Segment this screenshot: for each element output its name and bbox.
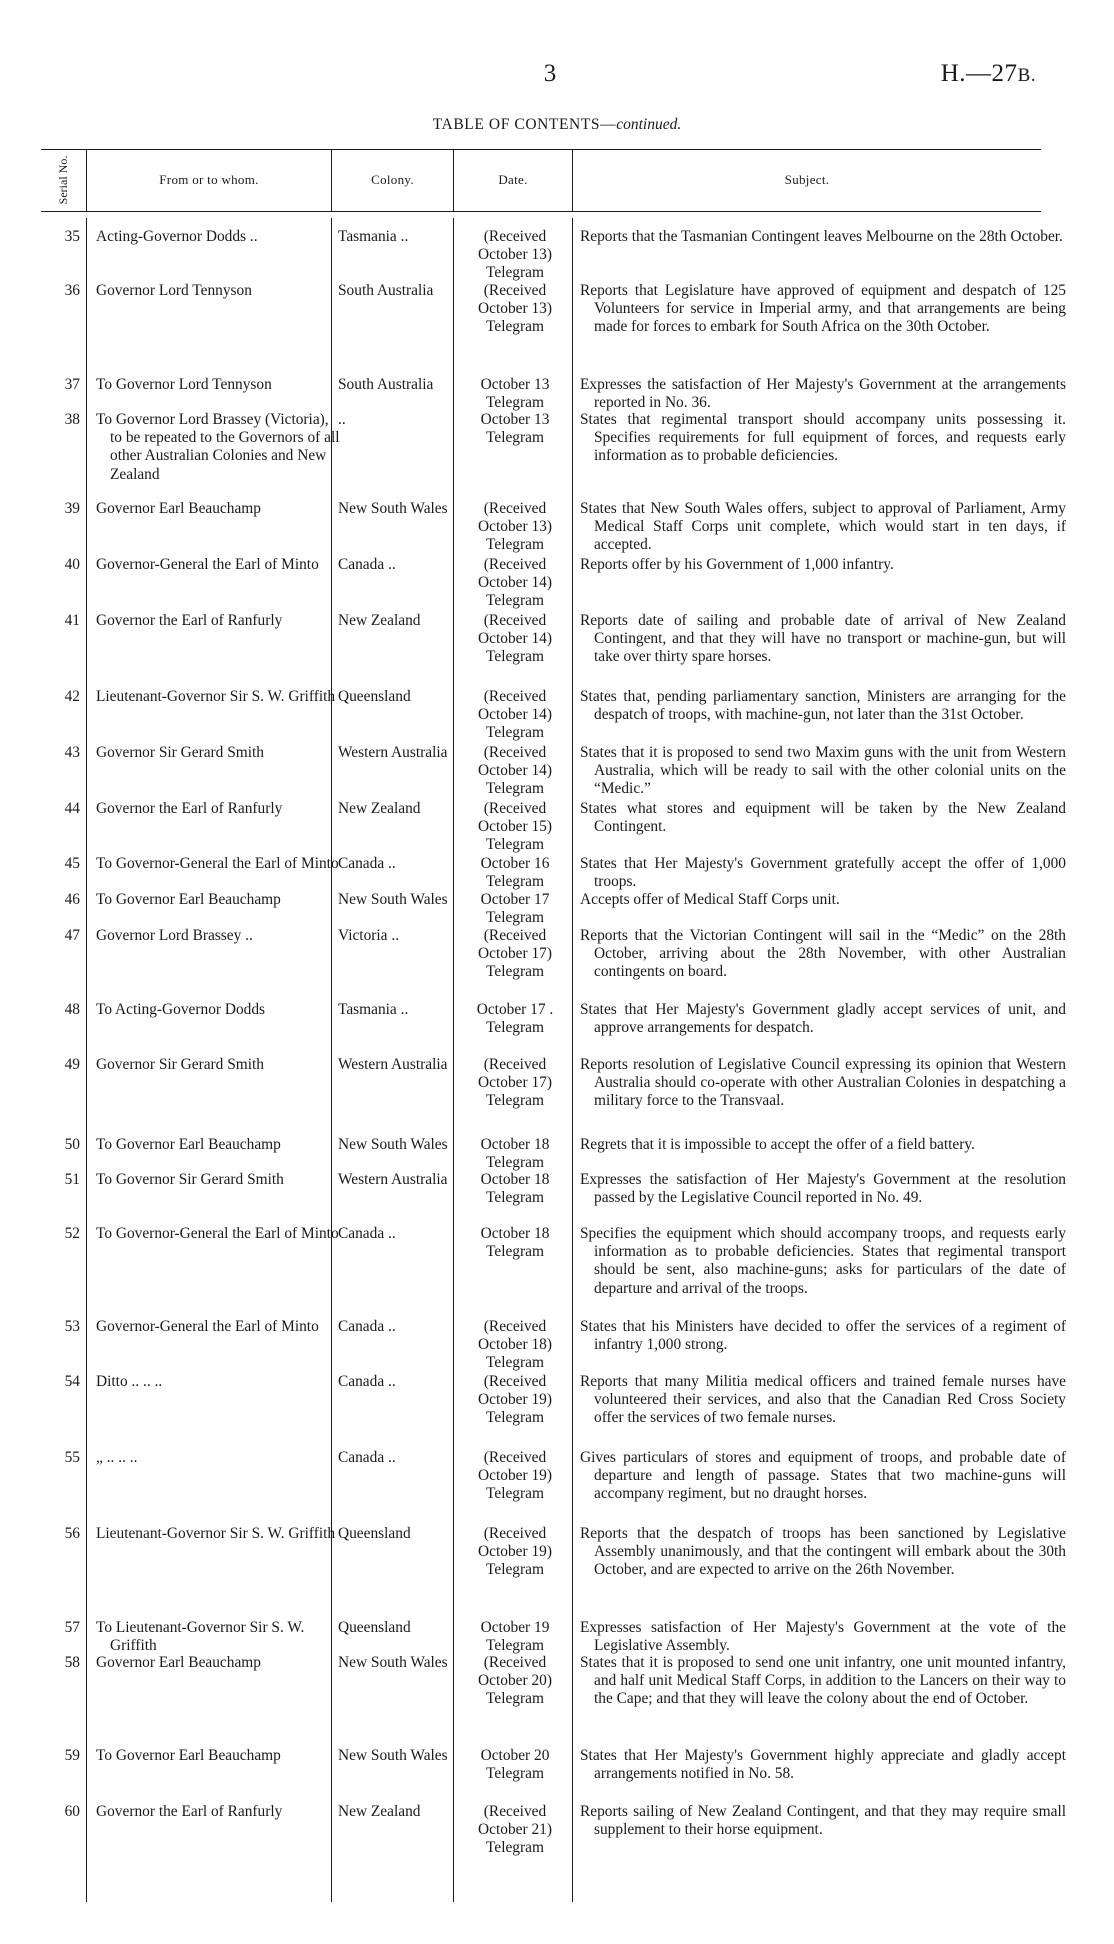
from-cell: To Lieutenant-Governor Sir S. W. Griffith — [96, 1619, 305, 1655]
colony-cell: New South Wales — [338, 891, 448, 908]
date-cell: October 19 Telegram — [480, 1619, 550, 1655]
date-cell: October 18 Telegram — [480, 1136, 550, 1172]
date-cell: October 17 . Telegram — [476, 1001, 554, 1037]
from-cell: To Governor-General the Earl of Minto — [96, 1225, 339, 1242]
from-cell: To Governor Sir Gerard Smith — [96, 1171, 284, 1188]
column-header-serial: Serial No. — [56, 155, 70, 205]
serial-cell: 54 — [64, 1373, 80, 1390]
date-cell: (Received October 18) Telegram — [478, 1318, 552, 1372]
subject-cell: States that his Ministers have decided to offer the services of a regiment of infantry 1,000 strong. — [580, 1318, 1066, 1354]
from-cell: Governor Sir Gerard Smith — [96, 1056, 264, 1073]
colony-cell: New South Wales — [338, 1136, 448, 1153]
date-cell: October 13 Telegram — [480, 376, 550, 412]
colony-cell: Tasmania .. — [338, 1001, 409, 1018]
date-cell: October 20 Telegram — [480, 1747, 550, 1783]
document-reference-main: H.—27 — [940, 60, 1018, 87]
subject-cell: States that it is proposed to send one unit infantry, one unit mounted infantry, and half unit Medical Staff Corps, in addition to the Lancers on their way to the Cape; and that they will leave the colony about the end of October. — [580, 1654, 1066, 1708]
from-cell: To Governor Earl Beauchamp — [96, 1747, 281, 1764]
date-cell: (Received October 21) Telegram — [478, 1803, 552, 1857]
date-cell: (Received October 14) Telegram — [478, 612, 552, 666]
colony-cell: Canada .. — [338, 855, 396, 872]
date-cell: October 18 Telegram — [480, 1225, 550, 1261]
serial-cell: 47 — [64, 927, 80, 944]
date-cell: (Received October 13) Telegram — [478, 282, 552, 336]
colony-cell: Western Australia — [338, 1171, 448, 1188]
from-cell: To Governor Earl Beauchamp — [96, 1136, 281, 1153]
date-cell: (Received October 14) Telegram — [478, 556, 552, 610]
serial-cell: 37 — [64, 376, 80, 393]
date-cell: October 13 Telegram — [480, 411, 550, 447]
from-cell: Governor-General the Earl of Minto — [96, 556, 319, 573]
colony-cell: South Australia — [338, 282, 434, 299]
serial-cell: 56 — [64, 1525, 80, 1542]
subject-cell: Reports resolution of Legislative Council expressing its opinion that Western Australia should co-operate with other Australian Colonies in despatching a military force to the Transvaal. — [580, 1056, 1066, 1110]
column-header-date: Date. — [498, 172, 528, 187]
page-number: 3 — [543, 60, 557, 87]
serial-cell: 45 — [64, 855, 80, 872]
colony-cell: Western Australia — [338, 744, 448, 761]
from-cell: Governor the Earl of Ranfurly — [96, 800, 283, 817]
serial-cell: 44 — [64, 800, 80, 817]
date-cell: (Received October 14) Telegram — [478, 688, 552, 742]
subject-cell: Reports that Legislature have approved of equipment and despatch of 125 Volunteers for service in Imperial army, and that arrangements are being made for forces to embark for South Africa on the 30th October. — [580, 282, 1066, 336]
colony-cell: Victoria .. — [338, 927, 400, 944]
date-cell: (Received October 20) Telegram — [478, 1654, 552, 1708]
column-header-subject: Subject. — [784, 172, 830, 187]
serial-cell: 49 — [64, 1056, 80, 1073]
date-cell: October 16 Telegram — [480, 855, 550, 891]
from-cell: „ .. .. .. — [96, 1449, 138, 1466]
subject-cell: States that, pending parliamentary sanction, Ministers are arranging for the despatch of troops, with machine-gun, not later than the 31st October. — [580, 688, 1066, 724]
subject-cell: States that regimental transport should accompany units possessing it. Specifies requirements for full equipment of forces, and requests early information as to probable deficiencies. — [580, 411, 1066, 465]
colony-cell: Tasmania .. — [338, 228, 409, 245]
date-cell: (Received October 17) Telegram — [478, 1056, 552, 1110]
subject-cell: States that New South Wales offers, subject to approval of Parliament, Army Medical Staff Corps unit complete, which would start in ten days, if accepted. — [580, 500, 1066, 554]
subject-cell: States that Her Majesty's Government highly appreciate and gladly accept arrangements notified in No. 58. — [580, 1747, 1066, 1783]
column-header-colony: Colony. — [371, 172, 414, 187]
colony-cell: New Zealand — [338, 612, 421, 629]
subject-cell: Reports date of sailing and probable date of arrival of New Zealand Contingent, and that they will have no transport or machine-gun, but will take over thirty spare horses. — [580, 612, 1066, 666]
subject-cell: Regrets that it is impossible to accept the offer of a field battery. — [580, 1136, 975, 1153]
subject-cell: Reports offer by his Government of 1,000 infantry. — [580, 556, 894, 573]
from-cell: To Governor Earl Beauchamp — [96, 891, 281, 908]
from-cell: Governor-General the Earl of Minto — [96, 1318, 319, 1335]
serial-cell: 48 — [64, 1001, 80, 1018]
colony-cell: New South Wales — [338, 1747, 448, 1764]
subject-cell: States that it is proposed to send two Maxim guns with the unit from Western Australia, which will be ready to sail with the other colonial units on the “Medic.” — [580, 744, 1066, 798]
date-cell: (Received October 19) Telegram — [478, 1449, 552, 1503]
from-cell: Lieutenant-Governor Sir S. W. Griffith — [96, 1525, 336, 1542]
serial-cell: 51 — [64, 1171, 80, 1188]
serial-cell: 36 — [64, 282, 80, 299]
subject-cell: Specifies the equipment which should accompany troops, and requests early information as to probable deficiencies. States that regimental transport should be sent, also machine-guns; asks for particulars of the date of departure and arrival of the troops. — [580, 1225, 1066, 1297]
from-cell: Acting-Governor Dodds .. — [96, 228, 258, 245]
subject-cell: Expresses satisfaction of Her Majesty's Government at the vote of the Legislative Assembly. — [580, 1619, 1066, 1655]
date-cell: (Received October 15) Telegram — [478, 800, 552, 854]
table-title-italic: continued. — [616, 116, 682, 133]
serial-cell: 59 — [64, 1747, 80, 1764]
colony-cell: Queensland — [338, 1525, 411, 1542]
from-cell: Governor Earl Beauchamp — [96, 500, 261, 517]
serial-cell: 38 — [64, 411, 80, 428]
subject-cell: Accepts offer of Medical Staff Corps unit. — [580, 891, 840, 908]
date-cell: (Received October 17) Telegram — [478, 927, 552, 981]
date-cell: (Received October 13) Telegram — [478, 500, 552, 554]
date-cell: (Received October 19) Telegram — [478, 1373, 552, 1427]
column-header-from: From or to whom. — [159, 172, 259, 187]
colony-cell: Western Australia — [338, 1056, 448, 1073]
date-cell: October 17 Telegram — [480, 891, 550, 927]
document-reference-suffix: B. — [1017, 65, 1036, 86]
subject-cell: Reports that many Militia medical officers and trained female nurses have volunteered their services, and also that the Canadian Red Cross Society offer the services of two female nurses. — [580, 1373, 1066, 1427]
serial-cell: 42 — [64, 688, 80, 705]
from-cell: Ditto .. .. .. — [96, 1373, 163, 1390]
colony-cell: South Australia — [338, 376, 434, 393]
date-cell: (Received October 19) Telegram — [478, 1525, 552, 1579]
date-cell: (Received October 13) Telegram — [478, 228, 552, 282]
from-cell: Governor Lord Brassey .. — [96, 927, 253, 944]
from-cell: To Governor Lord Tennyson — [96, 376, 272, 393]
serial-cell: 40 — [64, 556, 80, 573]
colony-cell: New Zealand — [338, 1803, 421, 1820]
from-cell: Governor Earl Beauchamp — [96, 1654, 261, 1671]
subject-cell: Gives particulars of stores and equipment of troops, and probable date of departure and length of passage. States that two machine-guns will accompany regiment, but no draught horses. — [580, 1449, 1066, 1503]
serial-cell: 41 — [64, 612, 80, 629]
date-cell: (Received October 14) Telegram — [478, 744, 552, 798]
colony-cell: .. — [338, 411, 346, 428]
serial-cell: 58 — [64, 1654, 80, 1671]
colony-cell: Canada .. — [338, 1225, 396, 1242]
subject-cell: States that Her Majesty's Government gratefully accept the offer of 1,000 troops. — [580, 855, 1066, 891]
from-cell: To Governor Lord Brassey (Victoria), to be repeated to the Governors of all other Australian Colonies and New Zealand — [96, 411, 340, 483]
serial-cell: 39 — [64, 500, 80, 517]
serial-cell: 43 — [64, 744, 80, 761]
date-cell: October 18 Telegram — [480, 1171, 550, 1207]
subject-cell: Reports that the Victorian Contingent will sail in the “Medic” on the 28th October, arriving about the 28th November, with other Australian contingents on board. — [580, 927, 1066, 981]
colony-cell: New Zealand — [338, 800, 421, 817]
subject-cell: States what stores and equipment will be taken by the New Zealand Contingent. — [580, 800, 1066, 836]
colony-cell: Queensland — [338, 688, 411, 705]
colony-cell: Canada .. — [338, 1449, 396, 1466]
colony-cell: Canada .. — [338, 1373, 396, 1390]
serial-cell: 57 — [64, 1619, 80, 1636]
serial-cell: 53 — [64, 1318, 80, 1335]
subject-cell: Expresses the satisfaction of Her Majesty's Government at the arrangements reported in No. 36. — [580, 376, 1066, 412]
from-cell: Governor Sir Gerard Smith — [96, 744, 264, 761]
subject-cell: States that Her Majesty's Government gladly accept services of unit, and approve arrangements for despatch. — [580, 1001, 1066, 1037]
serial-cell: 50 — [64, 1136, 80, 1153]
colony-cell: Canada .. — [338, 556, 396, 573]
subject-cell: Reports that the despatch of troops has been sanctioned by Legislative Assembly unanimously, and that the contingent will embark about the 30th October, and are expected to arrive on the 26th November. — [580, 1525, 1066, 1579]
serial-cell: 35 — [64, 228, 80, 245]
colony-cell: Canada .. — [338, 1318, 396, 1335]
colony-cell: New South Wales — [338, 500, 448, 517]
from-cell: To Acting-Governor Dodds — [96, 1001, 266, 1018]
colony-cell: New South Wales — [338, 1654, 448, 1671]
from-cell: Governor Lord Tennyson — [96, 282, 252, 299]
serial-cell: 46 — [64, 891, 80, 908]
subject-cell: Reports sailing of New Zealand Contingent, and that they may require small supplement to their horse equipment. — [580, 1803, 1066, 1839]
from-cell: To Governor-General the Earl of Minto — [96, 855, 339, 872]
serial-cell: 52 — [64, 1225, 80, 1242]
serial-cell: 60 — [64, 1803, 80, 1820]
serial-cell: 55 — [64, 1449, 80, 1466]
from-cell: Governor the Earl of Ranfurly — [96, 1803, 283, 1820]
subject-cell: Expresses the satisfaction of Her Majesty's Government at the resolution passed by the Legislative Council reported in No. 49. — [580, 1171, 1066, 1207]
colony-cell: Queensland — [338, 1619, 411, 1636]
from-cell: Governor the Earl of Ranfurly — [96, 612, 283, 629]
table-title-main: TABLE OF CONTENTS— — [432, 116, 617, 133]
subject-cell: Reports that the Tasmanian Contingent leaves Melbourne on the 28th October. — [580, 228, 1063, 245]
from-cell: Lieutenant-Governor Sir S. W. Griffith — [96, 688, 336, 705]
